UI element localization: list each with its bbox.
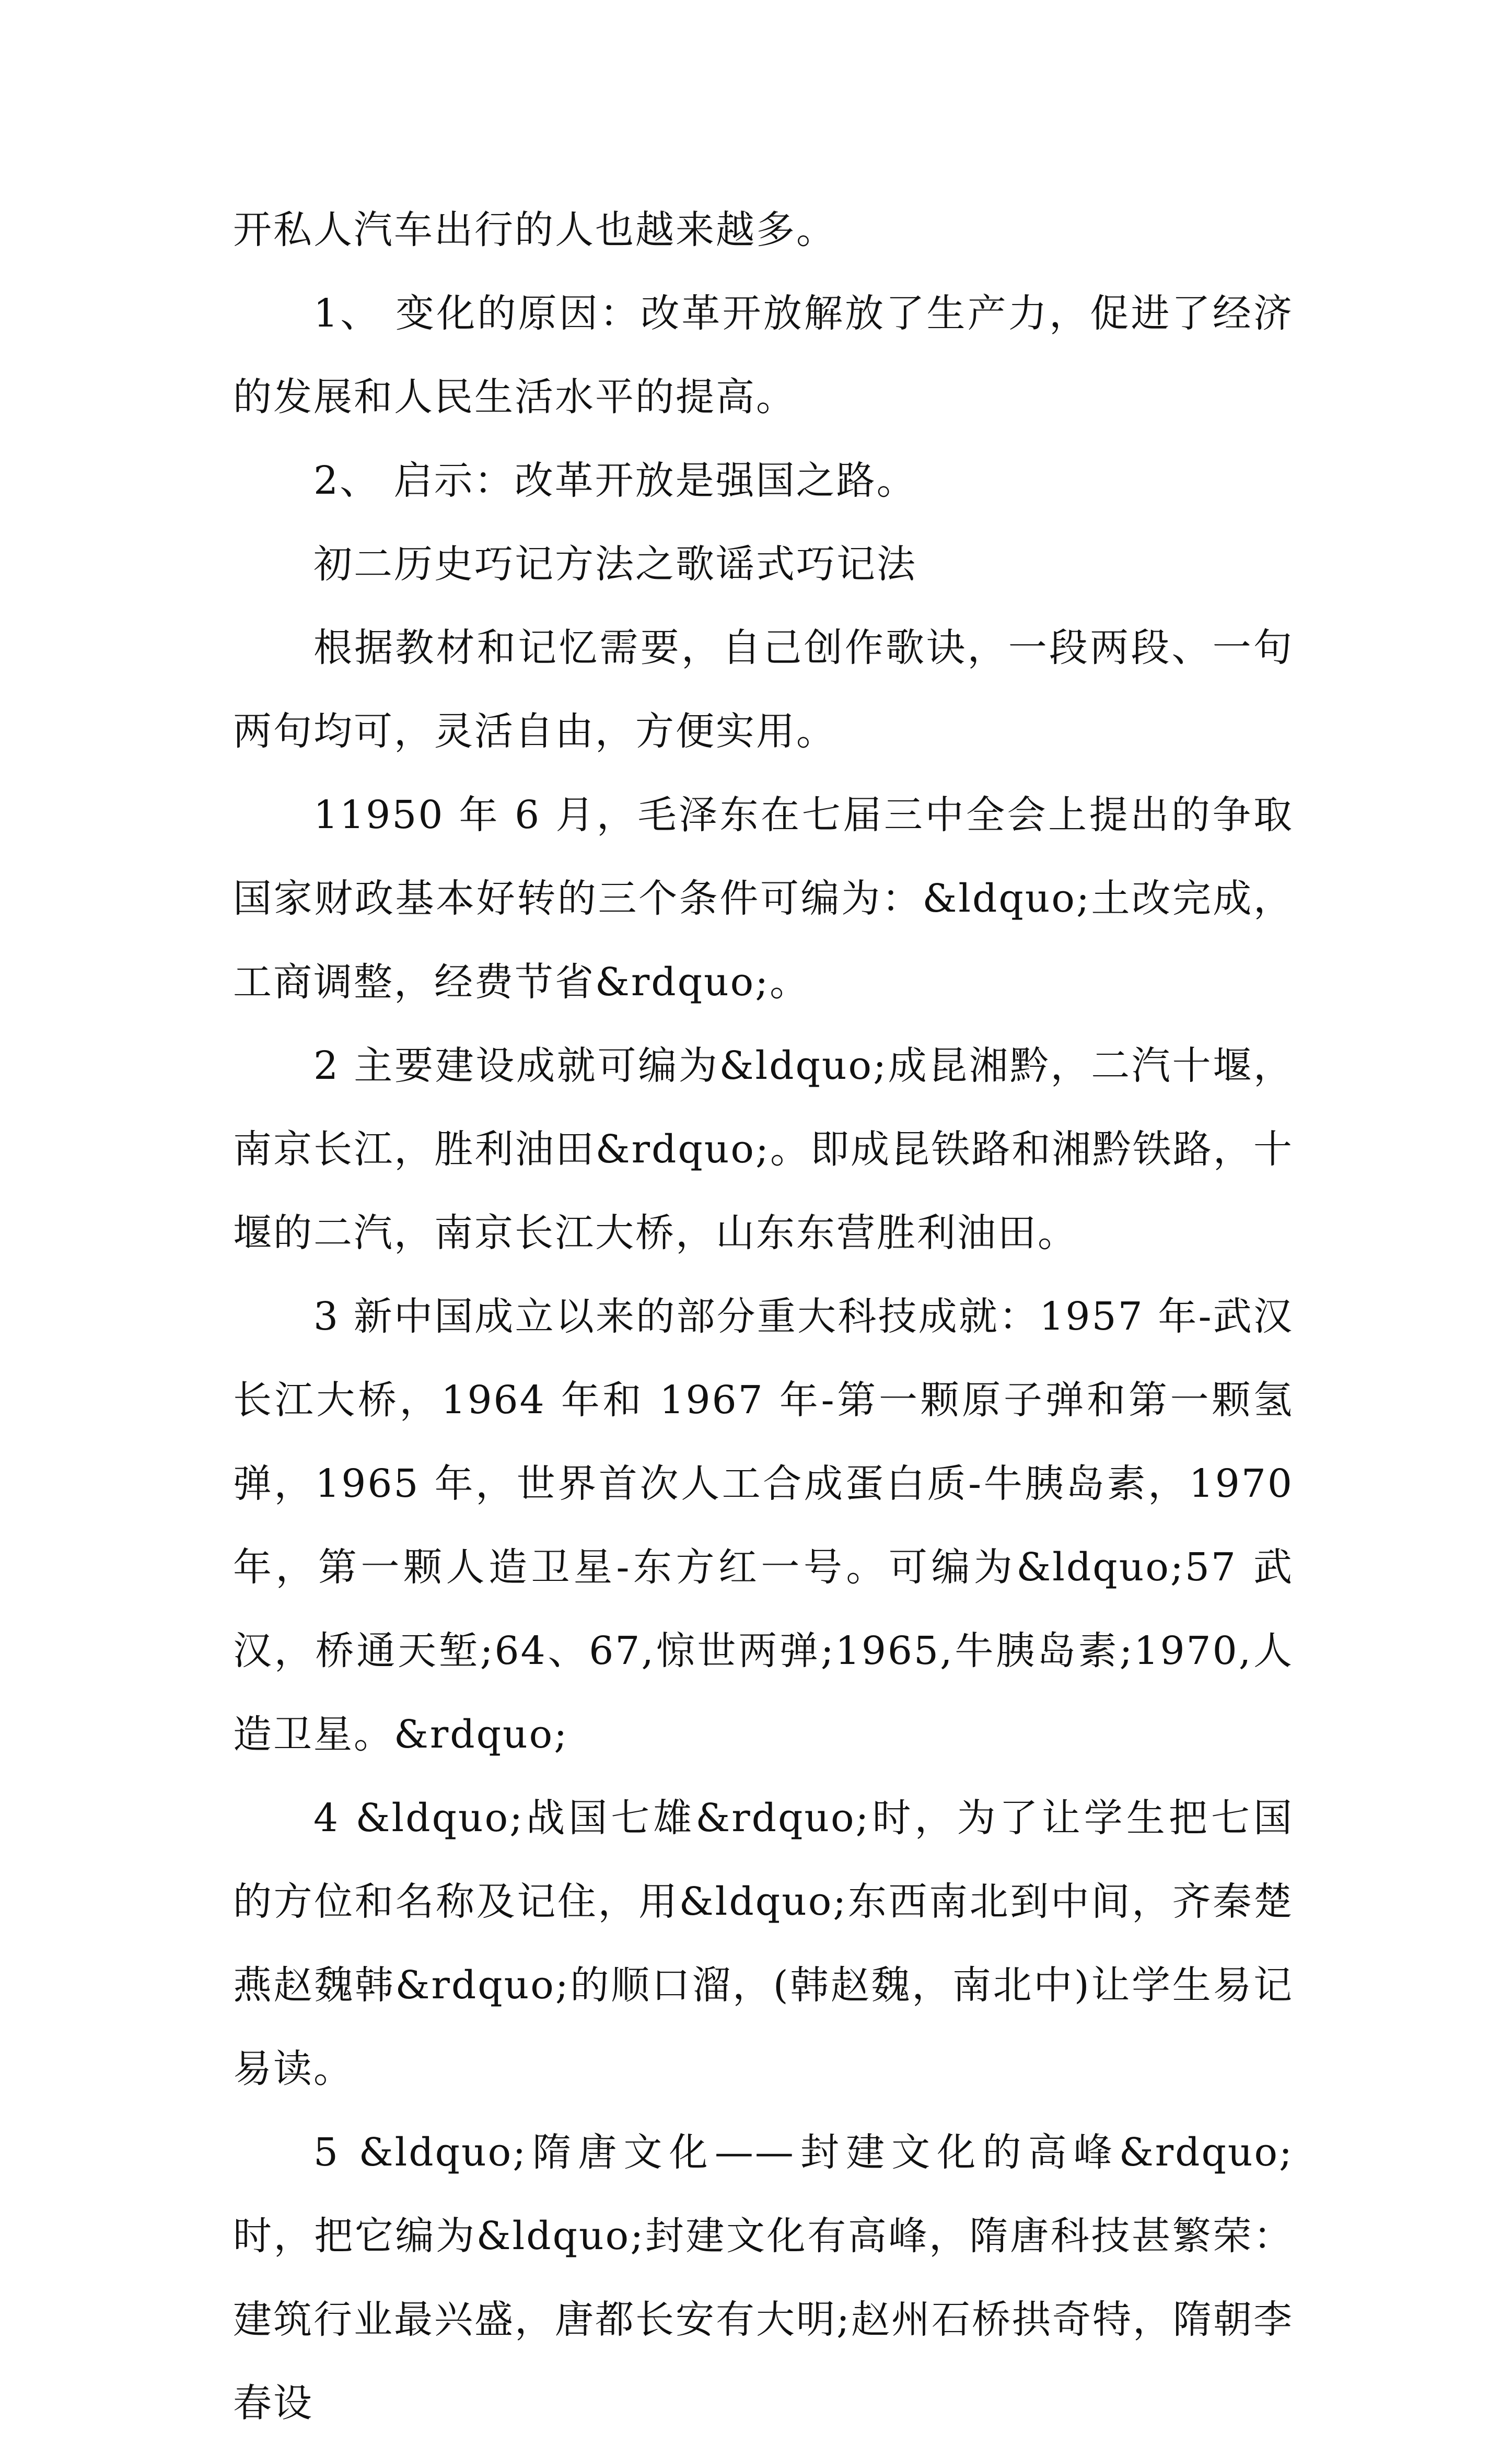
paragraph: 3 新中国成立以来的部分重大科技成就：1957 年-武汉长江大桥，1964 年和 1967 年-第一颗原子弹和第一颗氢弹，1965 年，世界首次人工合成蛋白质-牛胰岛素，1970 年，第一颗人造卫星-东方红一号。可编为&ldquo;57 武汉，桥通天堑;64、67,惊世两弹;1965,牛胰岛素;1970,人造卫星。&rdquo; — [233, 1294, 1294, 1757]
paragraph: 11950 年 6 月，毛泽东在七届三中全会上提出的争取国家财政基本好转的三个条件可编为：&ldquo;土改完成，工商调整，经费节省&rdquo;。 — [233, 793, 1294, 1005]
section-heading: 初二历史巧记方法之歌谣式巧记法 — [313, 542, 917, 587]
paragraph: 开私人汽车出行的人也越来越多。 — [233, 207, 836, 252]
paragraph: 4 &ldquo;战国七雄&rdquo;时，为了让学生把七国的方位和名称及记住，用&ldquo;东西南北到中间，齐秦楚燕赵魏韩&rdquo;的顺口溜，(韩赵魏，南北中)让学生易记易读。 — [233, 1796, 1294, 2091]
paragraph: 2 主要建设成就可编为&ldquo;成昆湘黔，二汽十堰，南京长江，胜利油田&rdquo;。即成昆铁路和湘黔铁路，十堰的二汽，南京长江大桥，山东东营胜利油田。 — [233, 1043, 1294, 1255]
paragraph: 2、 启示：改革开放是强国之路。 — [313, 458, 917, 503]
paragraph: 5 &ldquo;隋唐文化——封建文化的高峰&rdquo;时，把它编为&ldquo;封建文化有高峰，隋唐科技甚繁荣：建筑行业最兴盛，唐都长安有大明;赵州石桥拱奇特，隋朝李春设 — [233, 2130, 1294, 2426]
document-body — [233, 188, 1294, 2445]
paragraph: 1、 变化的原因：改革开放解放了生产力，促进了经济的发展和人民生活水平的提高。 — [233, 291, 1294, 420]
paragraph: 根据教材和记忆需要，自己创作歌诀，一段两段、一句两句均可，灵活自由，方便实用。 — [233, 625, 1294, 754]
